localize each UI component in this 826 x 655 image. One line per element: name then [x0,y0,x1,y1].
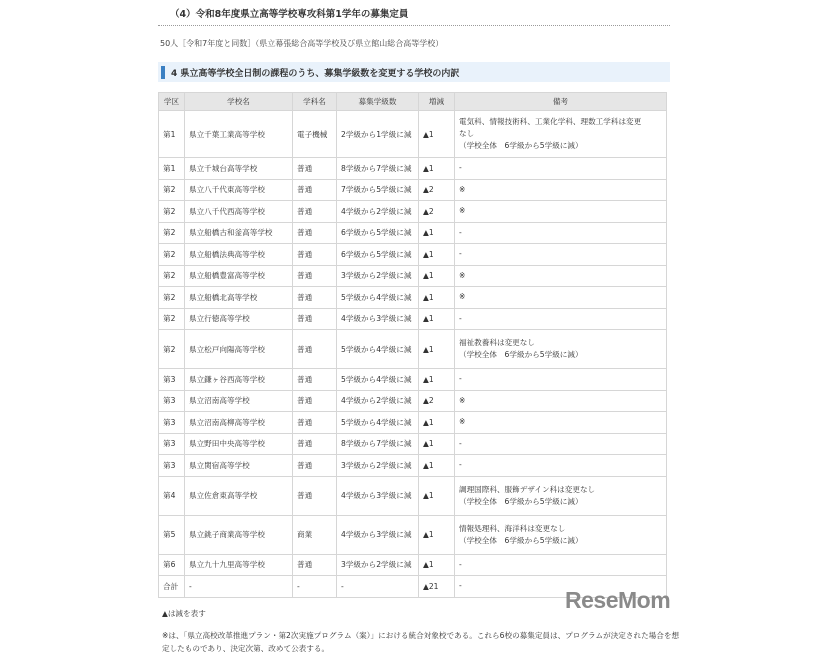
table-row [159,369,667,391]
cell-change: ▲1 [419,476,455,515]
note-line: ※ [459,270,466,280]
note-line: ※ [459,417,466,427]
cell-district: 第3 [159,412,185,434]
cell-note [455,554,667,576]
cell-department: 普通 [293,554,337,576]
table-row [159,111,667,158]
cell-classes: 4学級から3学級に減 [337,476,419,515]
cell-district: 第2 [159,265,185,287]
cell-classes: 3学級から2学級に減 [337,554,419,576]
note-line: - [459,559,462,569]
cell-change: ▲1 [419,308,455,330]
cell-note [455,308,667,330]
footnote-merge: ※は、「県立高校改革推進プラン・第2次実施プログラム（案）」における統合対象校である。これら6校の募集定員は、プログラムが決定された場合を想定したものであり、決定次第、改めて公表する。 [162,630,680,653]
cell-note [455,222,667,244]
cell-district: 第2 [159,244,185,266]
cell-school: 県立八千代東高等学校 [185,179,293,201]
cell-classes: 5学級から4学級に減 [337,412,419,434]
header-district: 学区 [159,93,185,111]
note-line: （学校全体 6学級から5学級に減） [459,350,583,359]
cell-school: 県立沼南高等学校 [185,390,293,412]
table-row [159,222,667,244]
cell-change: ▲1 [419,412,455,434]
cell-district: 第1 [159,158,185,180]
cell-district: 第2 [159,330,185,369]
cell-district: 第3 [159,455,185,477]
table-row [159,179,667,201]
cell-classes: 4学級から3学級に減 [337,515,419,554]
note-line: ※ [459,206,466,216]
cell-district: 第6 [159,554,185,576]
cell-change: ▲1 [419,111,455,158]
cell-school: 県立千葉工業高等学校 [185,111,293,158]
note-line: - [459,227,462,237]
note-line: （学校全体 6学級から5学級に減） [459,141,583,150]
cell-change: ▲1 [419,244,455,266]
table-row [159,476,667,515]
cell-district: 第3 [159,369,185,391]
table-heading-text: 4 県立高等学校全日制の課程のうち、募集学級数を変更する学校の内訳 [171,68,460,79]
cell-change: ▲1 [419,222,455,244]
cell-note [455,390,667,412]
cell-note [455,433,667,455]
cell-classes: 3学級から2学級に減 [337,265,419,287]
table-row [159,433,667,455]
cell-school: 県立船橋法典高等学校 [185,244,293,266]
note-line: - [459,460,462,470]
cell-department: 普通 [293,390,337,412]
cell-note [455,369,667,391]
cell-change: ▲1 [419,433,455,455]
lead-text: 50人［令和7年度と同数］（県立幕張総合高等学校及び県立館山総合高等学校） [160,39,444,48]
cell-department: 普通 [293,244,337,266]
heading-accent-bar [161,66,165,79]
cell-district: 第2 [159,308,185,330]
cell-note [455,412,667,434]
cell-department: 普通 [293,201,337,223]
table-row [159,201,667,223]
cell-district: 第3 [159,433,185,455]
table-row [159,390,667,412]
table-row [159,330,667,369]
cell-district: 第4 [159,476,185,515]
cell-district: 第2 [159,222,185,244]
table-body [159,111,667,598]
table-header-row [159,93,667,111]
note-line: - [459,249,462,259]
cell-district: 第2 [159,287,185,309]
note-line: - [459,581,462,591]
table-row [159,455,667,477]
cell-school: 県立船橋北高等学校 [185,287,293,309]
note-line: - [459,313,462,323]
cell-note [455,476,667,515]
header-school: 学校名 [185,93,293,111]
cell-department: 普通 [293,158,337,180]
note-line: なし [459,129,475,138]
cell-school: 県立九十九里高等学校 [185,554,293,576]
cell-change: ▲2 [419,179,455,201]
note-line: ※ [459,395,466,405]
cell-department: 普通 [293,476,337,515]
cell-department: 電子機械 [293,111,337,158]
cell-classes: 6学級から5学級に減 [337,222,419,244]
table-row [159,287,667,309]
cell-district: 合計 [159,576,185,598]
cell-change: ▲1 [419,455,455,477]
cell-district: 第3 [159,390,185,412]
cell-classes: 5学級から4学級に減 [337,369,419,391]
cell-district: 第1 [159,111,185,158]
note-line: （学校全体 6学級から5学級に減） [459,535,583,545]
section-title: （4）令和8年度県立高等学校専攻科第1学年の募集定員 [158,0,670,26]
cell-note [455,515,667,554]
cell-change: ▲1 [419,287,455,309]
cell-note [455,265,667,287]
cell-classes: 2学級から1学級に減 [337,111,419,158]
cell-district: 第5 [159,515,185,554]
cell-department: 普通 [293,287,337,309]
cell-classes: 8学級から7学級に減 [337,158,419,180]
cell-change: ▲2 [419,390,455,412]
note-line: - [459,438,462,448]
cell-change: ▲21 [419,576,455,598]
cell-classes: 4学級から2学級に減 [337,390,419,412]
cell-department: 普通 [293,433,337,455]
cell-classes: 4学級から2学級に減 [337,201,419,223]
cell-classes: 5学級から4学級に減 [337,330,419,369]
header-classes: 募集学級数 [337,93,419,111]
cell-department: 普通 [293,455,337,477]
cell-note [455,330,667,369]
cell-district: 第2 [159,201,185,223]
cell-school: 県立松戸向陽高等学校 [185,330,293,369]
table-heading [158,62,670,82]
footnote-triangle: ▲は減を表す [162,608,206,618]
cell-department: 普通 [293,179,337,201]
cell-department: 普通 [293,265,337,287]
header-department: 学科名 [293,93,337,111]
cell-department: 商業 [293,515,337,554]
cell-change: ▲1 [419,369,455,391]
class-change-table [158,92,667,598]
cell-note [455,111,667,158]
cell-department: 普通 [293,330,337,369]
note-line: ※ [459,184,466,194]
cell-note [455,287,667,309]
cell-school: 県立関宿高等学校 [185,455,293,477]
cell-note [455,244,667,266]
cell-department: - [293,576,337,598]
cell-department: 普通 [293,222,337,244]
note-line: 電気科、情報技術科、工業化学科、理数工学科は変更 [459,117,642,126]
header-note: 備考 [455,93,667,111]
cell-school: 県立船橋豊富高等学校 [185,265,293,287]
cell-classes: 7学級から5学級に減 [337,179,419,201]
cell-classes: - [337,576,419,598]
cell-note [455,158,667,180]
note-line: 福祉教養科は変更なし [459,338,535,347]
cell-classes: 6学級から5学級に減 [337,244,419,266]
table-row [159,308,667,330]
cell-district: 第2 [159,179,185,201]
table-row [159,265,667,287]
header-change: 増減 [419,93,455,111]
cell-note [455,455,667,477]
cell-school: 県立野田中央高等学校 [185,433,293,455]
cell-classes: 8学級から7学級に減 [337,433,419,455]
cell-school: - [185,576,293,598]
note-line: - [459,163,462,173]
cell-school: 県立船橋古和釜高等学校 [185,222,293,244]
cell-note [455,179,667,201]
table-row [159,244,667,266]
cell-change: ▲1 [419,158,455,180]
cell-change: ▲1 [419,265,455,287]
cell-change: ▲2 [419,201,455,223]
note-line: ※ [459,292,466,302]
resemom-logo: ReseMom [565,587,671,613]
cell-school: 県立八千代西高等学校 [185,201,293,223]
table-row [159,554,667,576]
note-line: 調理国際科、服飾デザイン科は変更なし [459,484,596,494]
table-row [159,515,667,554]
document-page [158,0,680,655]
cell-department: 普通 [293,369,337,391]
cell-classes: 4学級から3学級に減 [337,308,419,330]
cell-department: 普通 [293,308,337,330]
cell-school: 県立佐倉東高等学校 [185,476,293,515]
note-line: 情報処理科、海洋科は変更なし [459,523,566,533]
cell-school: 県立銚子商業高等学校 [185,515,293,554]
cell-change: ▲1 [419,515,455,554]
note-line: （学校全体 6学級から5学級に減） [459,496,583,506]
cell-school: 県立千城台高等学校 [185,158,293,180]
cell-classes: 5学級から4学級に減 [337,287,419,309]
note-line: - [459,374,462,384]
table-row [159,412,667,434]
cell-school: 県立沼南高柳高等学校 [185,412,293,434]
cell-note [455,201,667,223]
table-row [159,158,667,180]
cell-change: ▲1 [419,554,455,576]
cell-school: 県立鎌ヶ谷西高等学校 [185,369,293,391]
cell-school: 県立行徳高等学校 [185,308,293,330]
cell-change: ▲1 [419,330,455,369]
cell-department: 普通 [293,412,337,434]
cell-classes: 3学級から2学級に減 [337,455,419,477]
